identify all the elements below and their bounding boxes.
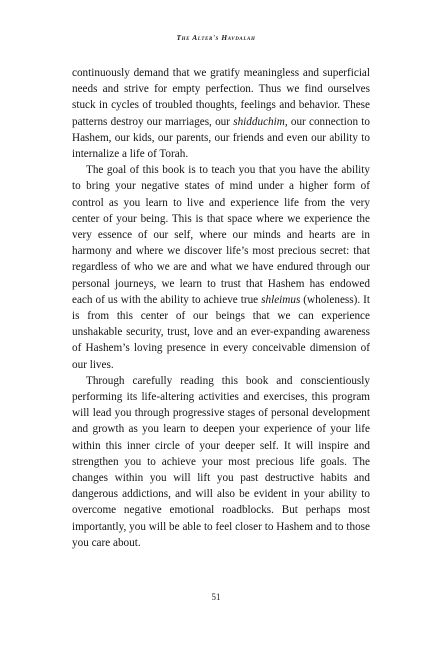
paragraph-1 (72, 65, 370, 162)
italic-term: shidduchim (233, 115, 285, 128)
text-segment: (wholeness). It is from this center of our beings that we can experience unshakable security, trust, love and an ever-expanding awareness of Hashem’s loving presence in every conceivable dimension of our lives. (72, 293, 370, 371)
running-head: The Alter's Havdalah (176, 33, 256, 42)
body-text (72, 65, 370, 551)
text-segment: continuously demand that we gratify meaningless and superficial needs and strive for empty perfection. Thus we find ourselves stuck in cycles of troubled thoughts, feelings and behavior. These patterns destroy our marriages, our (72, 67, 370, 128)
text-segment: , our connection to Hashem, our kids, our parents, our friends and even our ability to internalize a life of Torah. (72, 115, 371, 161)
text-segment: The goal of this book is to teach you that you have the ability to bring your negative states of mind under a higher form of control as you learn to live and experience life from the very center of your being. This is that space where we experience the very essence of our self, where our minds and hearts are in harmony and where we discover life’s most precious secret: that regardless of who we are and what we have endured through our personal journeys, we learn to trust that Hashem has endowed each of us with the ability to achieve true (72, 164, 370, 306)
paragraph-2 (72, 162, 370, 373)
paragraph-3 (72, 373, 370, 551)
text-segment: Through carefully reading this book and conscientiously performing its life-altering activities and exercises, this program will lead you through progressive stages of personal development and growth as you learn to deepen your experience of your life within this inner circle of your deeper self. It will inspire and strengthen you to achieve your most precious life goals. The changes within you will lift you past destructive habits and dangerous addictions, and will also be evident in your ability to overcome negative emotional roadblocks. But perhaps most importantly, you will be able to feel closer to Hashem and to those you care about. (72, 374, 370, 549)
page-number: 51 (211, 592, 221, 602)
italic-term: shleimus (261, 293, 301, 306)
